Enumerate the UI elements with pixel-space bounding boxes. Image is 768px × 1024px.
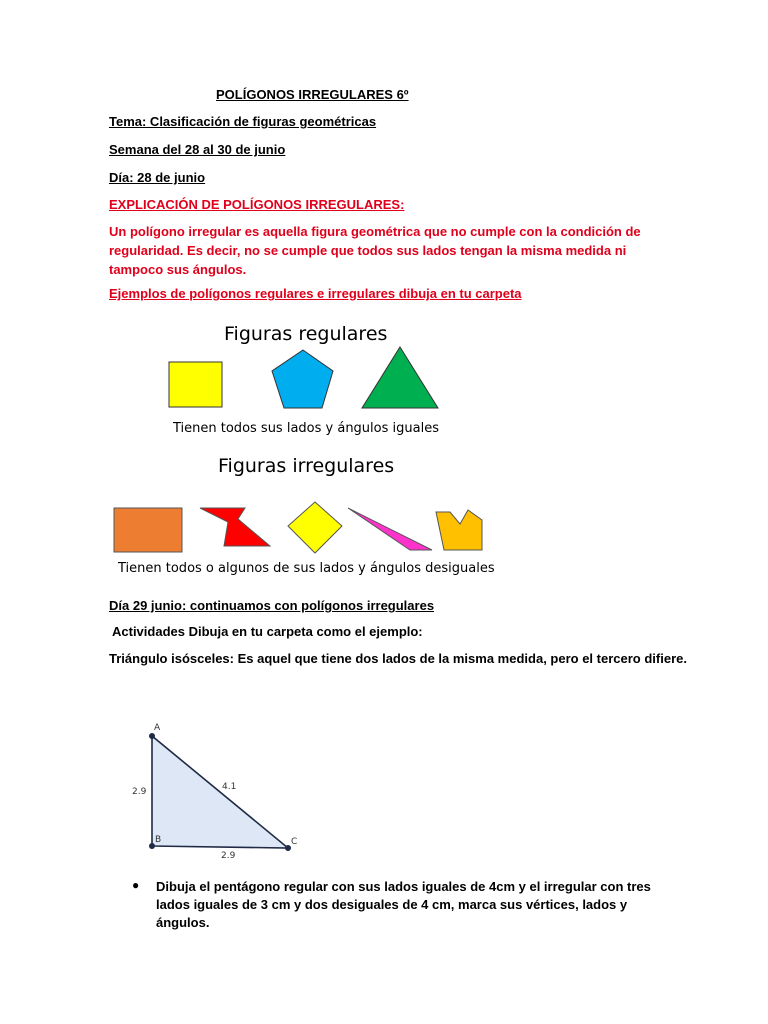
explanation-paragraph: Un polígono irregular es aquella figura geométrica que no cumple con la condición de regularidad. Es decir, no se cumple que todos sus lados tengan la misma medida ni tampoco sus ángulos. [109,224,641,277]
irregular-figures-title: Figuras irregulares [218,455,395,477]
examples-heading: Ejemplos de polígonos regulares e irregulares dibuja en tu carpeta [109,286,522,301]
yellow-square-shape [169,362,222,407]
blue-pentagon-shape [272,350,333,408]
orange-rectangle-shape [114,508,182,552]
green-triangle-shape [362,347,438,408]
side-bc-label: 2.9 [221,851,236,861]
vertex-a-point [149,733,155,739]
red-irregular-shape [200,508,270,546]
vertex-b-label: B [155,835,162,845]
explanation-heading: EXPLICACIÓN DE POLÍGONOS IRREGULARES: [109,197,405,212]
week-line: Semana del 28 al 30 de junio [109,142,286,157]
page-title: POLÍGONOS IRREGULARES 6º [216,87,409,102]
regular-figures-title: Figuras regulares [224,323,388,345]
vertex-c-label: C [291,837,298,847]
polygon-examples-figure [100,312,520,584]
yellow-rhombus-shape [288,502,342,553]
activities-line: Actividades Dibuja en tu carpeta como el ejemplo: [112,624,423,639]
orange-irregular-polygon-shape [436,510,482,550]
pink-triangle-shape [348,508,432,550]
task-bullet-text: Dibuja el pentágono regular con sus lados iguales de 4cm y el irregular con tres lados iguales de 3 cm y dos desiguales de 4 cm, marca sus vértices, lados y ángulos. [156,879,651,930]
irregular-figures-caption: Tienen todos o algunos de sus lados y ángulos desiguales [118,561,495,576]
day-28-line: Día: 28 de junio [109,170,206,185]
vertex-a-label: A [154,723,161,733]
isosceles-definition: Triángulo isósceles: Es aquel que tiene dos lados de la misma medida, pero el tercero difiere. [109,651,687,666]
bullet-icon: ● [132,878,140,892]
regular-figures-caption: Tienen todos sus lados y ángulos iguales [173,421,439,436]
day-29-line: Día 29 junio: continuamos con polígonos irregulares [109,598,435,613]
topic-line: Tema: Clasificación de figuras geométricas [109,114,377,129]
side-ab-label: 2.9 [132,787,147,797]
isosceles-triangle-diagram [112,700,322,865]
side-ac-label: 4.1 [222,782,237,792]
